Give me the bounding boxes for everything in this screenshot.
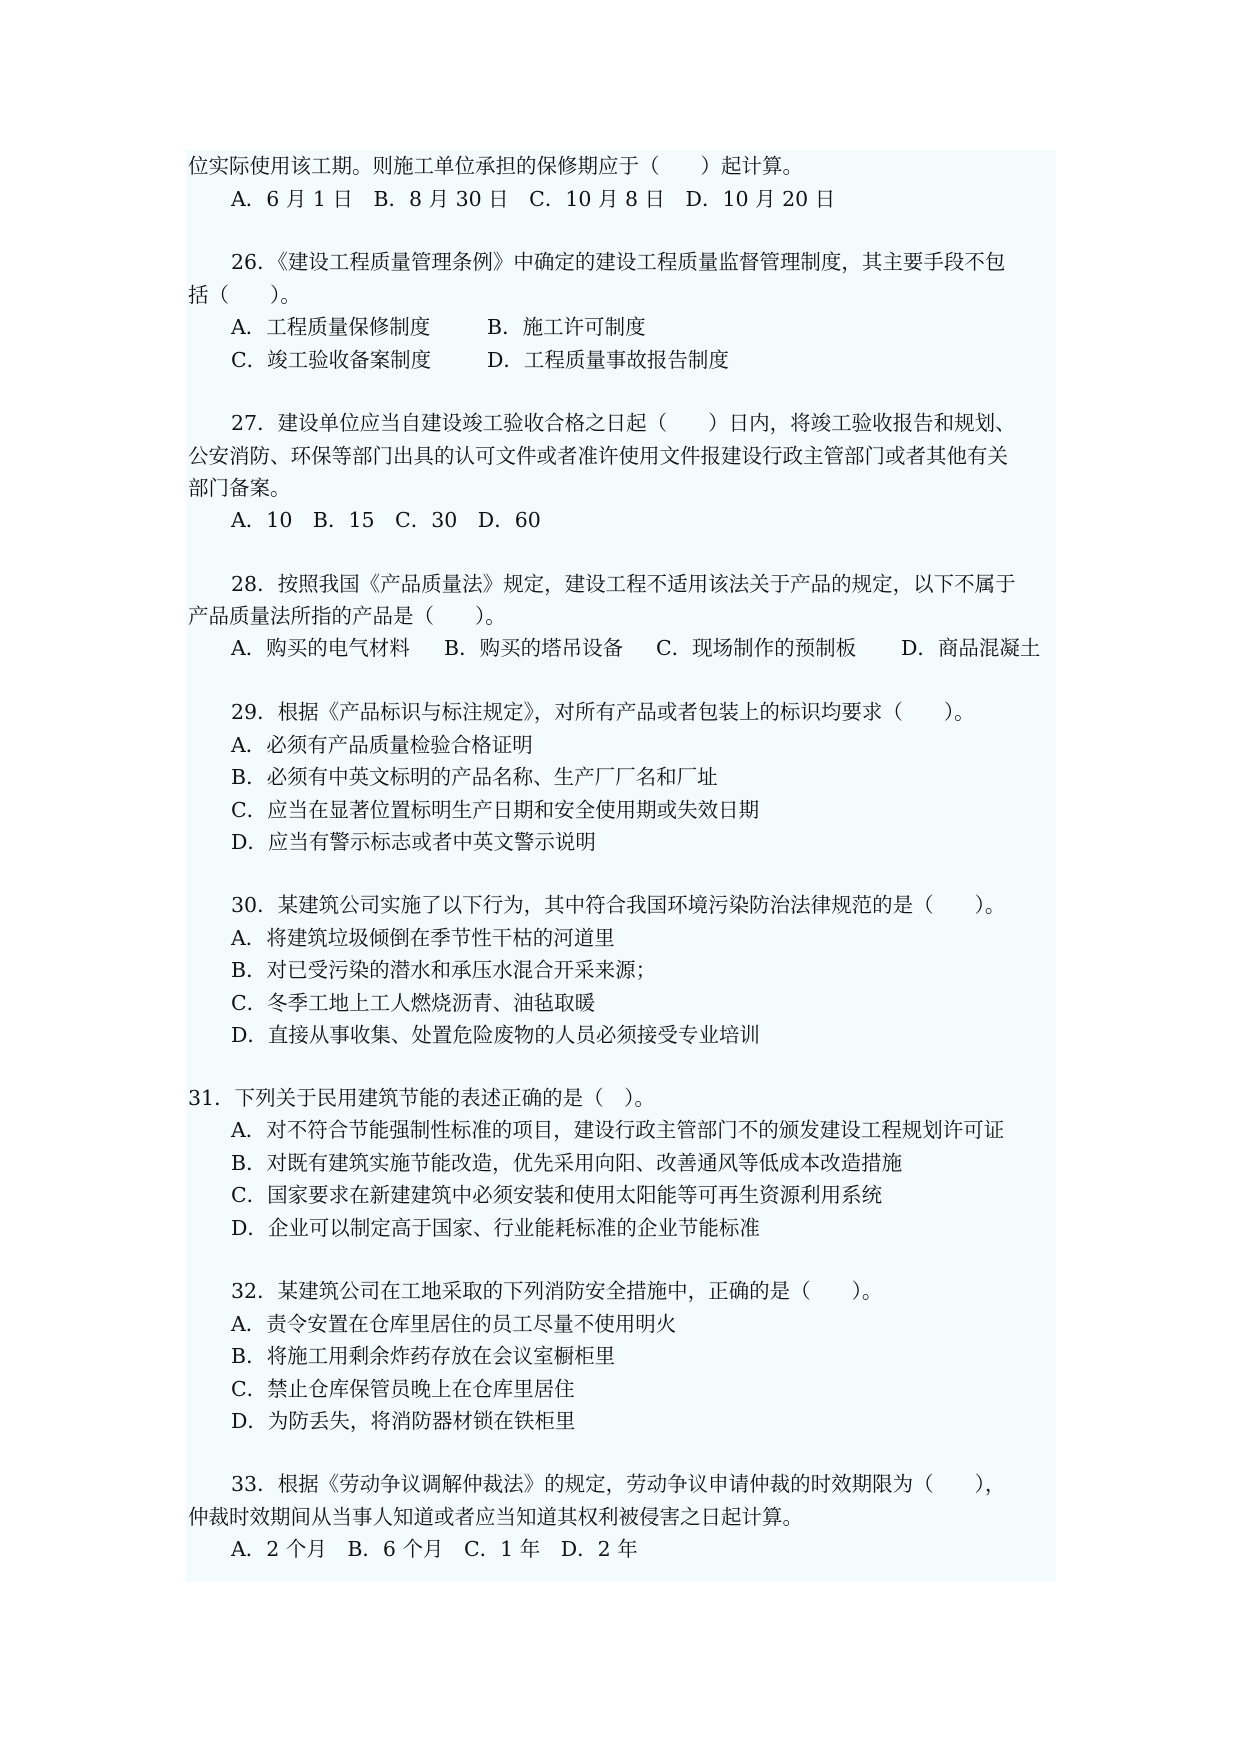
q30-option-d: D．直接从事收集、处置危险废物的人员必须接受专业培训 — [231, 1023, 760, 1047]
q33-stem-line1: 33．根据《劳动争议调解仲裁法》的规定，劳动争议申请仲裁的时效期限为（ ）， — [231, 1472, 1006, 1496]
q27-stem-line1: 27．建设单位应当自建设竣工验收合格之日起（ ）日内，将竣工验收报告和规划、 — [231, 411, 1016, 435]
q33-stem-line2: 仲裁时效期间从当事人知道或者应当知道其权利被侵害之日起计算。 — [188, 1505, 803, 1529]
q27-stem-line3: 部门备案。 — [188, 476, 291, 500]
q26-option-b: B．施工许可制度 — [487, 315, 646, 339]
q25-options: A．6 月 1 日 B．8 月 30 日 C．10 月 8 日 D．10 月 20 日 — [231, 187, 836, 211]
q28-option-d: D．商品混凝土 — [901, 636, 1041, 660]
q28-option-b: B．购买的塔吊设备 — [444, 636, 624, 660]
q26-stem-line2: 括（ ）。 — [188, 283, 301, 307]
q27-options: A．10 B．15 C．30 D．60 — [231, 508, 541, 532]
q25-stem: 位实际使用该工期。则施工单位承担的保修期应于（ ）起计算。 — [188, 154, 803, 178]
q29-option-a: A．必须有产品质量检验合格证明 — [231, 733, 533, 757]
q26-option-d: D．工程质量事故报告制度 — [487, 348, 729, 372]
q32-option-a: A．责令安置在仓库里居住的员工尽量不使用明火 — [231, 1312, 677, 1336]
q29-option-d: D．应当有警示标志或者中英文警示说明 — [231, 830, 596, 854]
q28-stem-line1: 28．按照我国《产品质量法》规定，建设工程不适用该法关于产品的规定，以下不属于 — [231, 572, 1016, 596]
q30-option-c: C．冬季工地上工人燃烧沥青、油毡取暖 — [231, 991, 596, 1015]
q31-option-a: A．对不符合节能强制性标准的项目，建设行政主管部门不的颁发建设工程规划许可证 — [231, 1118, 1005, 1142]
q28-option-a: A．购买的电气材料 — [231, 636, 410, 660]
q31-option-b: B．对既有建筑实施节能改造，优先采用向阳、改善通风等低成本改造措施 — [231, 1151, 903, 1175]
q29-option-b: B．必须有中英文标明的产品名称、生产厂厂名和厂址 — [231, 765, 718, 789]
q31-option-c: C．国家要求在新建建筑中必须安装和使用太阳能等可再生资源利用系统 — [231, 1183, 883, 1207]
q30-option-a: A．将建筑垃圾倾倒在季节性干枯的河道里 — [231, 926, 615, 950]
q32-option-c: C．禁止仓库保管员晚上在仓库里居住 — [231, 1377, 575, 1401]
q32-option-b: B．将施工用剩余炸药存放在会议室橱柜里 — [231, 1344, 616, 1368]
q29-option-c: C．应当在显著位置标明生产日期和安全使用期或失效日期 — [231, 798, 760, 822]
q28-option-c: C．现场制作的预制板 — [656, 636, 857, 660]
q32-option-d: D．为防丢失，将消防器材锁在铁柜里 — [231, 1409, 576, 1433]
q28-stem-line2: 产品质量法所指的产品是（ ）。 — [188, 604, 506, 628]
q30-option-b: B．对已受污染的潜水和承压水混合开采来源； — [231, 958, 657, 982]
q33-options: A．2 个月 B．6 个月 C．1 年 D．2 年 — [231, 1537, 638, 1561]
q31-stem: 31．下列关于民用建筑节能的表述正确的是（ ）。 — [188, 1086, 655, 1110]
q26-stem-line1: 26．《建设工程质量管理条例》中确定的建设工程质量监督管理制度，其主要手段不包 — [231, 250, 1006, 274]
q26-option-c: C．竣工验收备案制度 — [231, 348, 432, 372]
q32-stem: 32．某建筑公司在工地采取的下列消防安全措施中，正确的是（ ）。 — [231, 1279, 883, 1303]
q26-option-a: A．工程质量保修制度 — [231, 315, 431, 339]
q31-option-d: D．企业可以制定高于国家、行业能耗标准的企业节能标准 — [231, 1216, 760, 1240]
q29-stem: 29．根据《产品标识与标注规定》，对所有产品或者包装上的标识均要求（ ）。 — [231, 700, 975, 724]
q27-stem-line2: 公安消防、环保等部门出具的认可文件或者准许使用文件报建设行政主管部门或者其他有关 — [188, 444, 1008, 468]
q30-stem: 30．某建筑公司实施了以下行为，其中符合我国环境污染防治法律规范的是（ ）。 — [231, 893, 1006, 917]
